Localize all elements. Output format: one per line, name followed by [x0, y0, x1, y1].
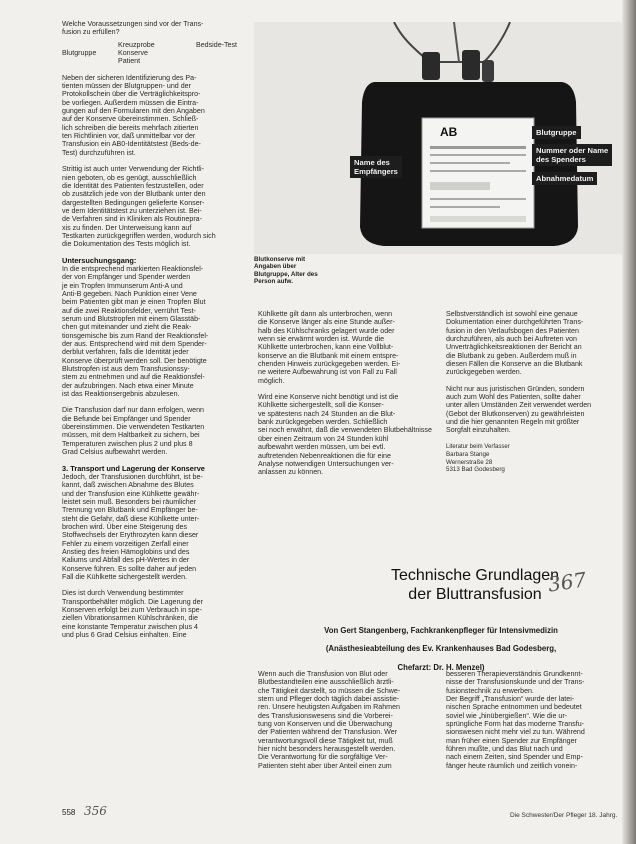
text-line: die Dokumentation des Tests möglich ist. [62, 240, 191, 249]
column-3 [446, 310, 620, 473]
text-line: Dies ist durch Verwendung bestimmter [62, 589, 184, 598]
author-label: Literatur beim Verfasser [446, 443, 510, 450]
text-line: Kühlkette gilt dann als unterbrochen, wenn [258, 310, 393, 318]
text-line: ne weitere Aufbewahrung ist von Fall zu Fall [258, 368, 397, 377]
text-line: stern und Pfleger doch täglich dabei assistie- [258, 695, 400, 704]
paragraph [446, 385, 620, 435]
text-line: Dokumentation einer durchgeführten Trans- [446, 318, 584, 327]
text-line: de Verfahren sind in Kliniken als Routinepra- [62, 215, 202, 224]
text-line: bank zurückgegeben werden. Schließlich [258, 418, 388, 427]
text-line: derblut verfahren, falls die Identität jeder [62, 348, 189, 357]
text-line: eine konstante Temperatur zwischen plus 4 [62, 622, 198, 631]
text-line: Strittig ist auch unter Verwendung der Richtli- [62, 165, 204, 174]
photo-caption: Blutkonserve mit Angaben über Blutgruppe, Alter des Person aufw. [254, 256, 318, 285]
text-line: verantwortungsvoll diese Tätigkeit tut, muß [258, 736, 393, 745]
text-line: Anstieg des freien Hämoglobins und des [62, 547, 190, 556]
section-heading: Untersuchungsgang: [62, 255, 137, 265]
paragraph [446, 310, 620, 377]
text-line: Transfusion ein AB0-Identitätstest (Beds-de- [62, 140, 201, 149]
text-line: Konserve führen. Es sollte daher auf jeden [62, 564, 197, 573]
text-line: unter allen Umständen Zeit verwendet werden [446, 401, 592, 410]
text-line: chen gut miteinander und zieht die Reak- [62, 323, 192, 332]
paragraph [258, 310, 436, 385]
text-line: anlassen zu können. [258, 468, 324, 477]
text-line: zurückgegeben werden. [446, 368, 522, 377]
text-line: fusion zu erfüllen? [62, 28, 120, 37]
text-line: halb des Kühlschranks gelagert wurde oder [258, 326, 395, 335]
text-line: und der Transfusion eine Kühlkette gewähr- [62, 489, 200, 498]
text-line: des Transfusionswesens sind die Vorberei- [258, 711, 393, 720]
text-line: Grad Celsius aufbewahrt werden. [62, 448, 168, 457]
text-line: sprüngliche Form hat das moderne Transfu- [446, 720, 584, 729]
text-line: steht die Gefahr, daß diese Kühlkette unter- [62, 514, 200, 523]
text-line: Transportbehälter möglich. Die Lagerung der [62, 597, 203, 606]
text-line: ren. Unsere heutigsten Aufgaben im Rahmen [258, 703, 400, 712]
table-row-label: Blutgruppe [62, 49, 97, 58]
text-line: Konserven erfolgt bei zum Verbrauch in spe- [62, 606, 202, 614]
text-line: Der Begriff „Transfusion“ wurde der latei- [446, 695, 575, 704]
text-line: auch zum Wohl des Patienten, sollte daher [446, 393, 581, 402]
text-line: Welche Voraussetzungen sind vor der Trans- [62, 20, 204, 28]
text-line: Jedoch, der Transfusionen durchführt, ist be- [62, 472, 203, 481]
text-line: Anti-B gegeben. Nach Punktion einer Vene [62, 289, 197, 298]
table-cell: Patient [118, 57, 141, 66]
blood-table-row [62, 49, 244, 57]
text-line: Nicht nur aus juristischen Gründen, sondern [446, 384, 585, 393]
text-line: nischen Sprache entnommen und bedeutet [446, 703, 582, 712]
text-line: fänger heute räumlich und zeitlich vonein- [446, 761, 578, 770]
text-line: hier nicht besonders herausgestellt werden. [258, 745, 396, 754]
text-line: die Blutbank zu geben. Außerdem muß in [446, 351, 577, 360]
text-line: und die hier genannten Regeln mit größter [446, 418, 580, 427]
text-line: der Patienten während der Transfusion. Wer [258, 728, 398, 737]
text-line: Die Verantwortung für die sorgfältige Ver- [258, 753, 388, 762]
text-line: tienten müssen der Blutgruppen- und der [62, 82, 191, 91]
text-line: die Konserve länger als eine Stunde außer- [258, 318, 395, 327]
text-line: auftretenden Nebenreaktionen die für eine [258, 451, 391, 460]
text-line: (Gebot der Blutkonserven) zu gewährleisten [446, 409, 585, 418]
text-line: müssen, mit dem Haltbarkeit zu sichern, bei [62, 431, 200, 440]
text-line: stem zu entnehmen und auf die Reaktionsfel- [62, 373, 205, 382]
text-line: leistet sein muß. Besonders bei räumlicher [62, 497, 197, 506]
text-line: Wernerstraße 28 [446, 458, 493, 466]
text-line: übereinstimmen. Die verwendeten Testkarten [62, 423, 205, 432]
table-header-cell: Kreuzprobe [118, 40, 155, 49]
author-address [446, 451, 620, 473]
text-line: Fehler zu einem vorzeitigen Zerfall einer [62, 539, 189, 548]
blood-table-header [62, 41, 244, 49]
text-line: (Anästhesieabteilung des Ev. Krankenhauses Bad Godesberg, [325, 644, 557, 654]
text-line: möglich. [258, 376, 285, 385]
table-header-cell: Bedside-Test [196, 40, 238, 49]
text-line: chenden Hinweis zurückgegeben werden. Ei- [258, 360, 401, 369]
text-line: Konserve überprüft werden soll. Der benötigte [62, 356, 207, 365]
paragraph [62, 406, 244, 456]
text-line: lich schreiben die bereits mehrfach zitierten [62, 123, 199, 132]
text-line: ten Richtlinien vor, daß unmittelbar vor der [62, 132, 196, 141]
text-line: sei noch erwähnt, daß die verwendeten Blutbehältnisse [258, 426, 432, 435]
text-line: nach einem Zeiten, sind Spender und Emp- [446, 753, 583, 762]
text-line: Temperaturen zwischen plus 2 und plus 8 [62, 439, 193, 448]
blood-table-row [62, 57, 244, 65]
label-blood-group: Blutgruppe [532, 126, 581, 139]
column-3-bottom [446, 670, 620, 770]
text-line: führen mußte, und das Blut nach und [446, 745, 563, 754]
text-line: dargestellten Bedingungen gelieferte Konser- [62, 198, 205, 207]
text-line: der von Empfänger und Spender werden [62, 273, 191, 282]
text-line: fusionstechnik zu erwerben. [446, 686, 534, 695]
text-line: diesen Fällen die Konserve an die Blutbank [446, 360, 583, 369]
text-line: Analyse notwendigen Untersuchungen ver- [258, 459, 394, 468]
text-line: über einen Zeitraum von 24 Stunden kühl [258, 434, 389, 443]
text-line: Fall die Kühlkette sichergestellt werden. [62, 572, 187, 581]
text-line: nien geboten, ob es genügt, ausschließlich [62, 173, 197, 182]
text-line: Wird eine Konserve nicht benötigt und ist die [258, 393, 399, 402]
text-line: Testkarten zurückgegriffen werden, wodurch sich [62, 231, 216, 240]
paragraph [62, 589, 244, 639]
text-line: In die entsprechend markierten Reaktionsfel- [62, 264, 204, 273]
article-title: Technische Grundlagen der Bluttransfusion [390, 567, 560, 603]
section-heading: 3. Transport und Lagerung der Konserve [62, 463, 205, 473]
page-number: 558 [62, 808, 76, 817]
table-cell: Konserve [118, 49, 148, 58]
bag-brand-label: AB [440, 125, 458, 139]
text-line: fusion in den Verlaufsbogen des Patienten [446, 326, 579, 335]
text-line: tung von Konserven und die Überwachung [258, 720, 393, 729]
paragraph [258, 670, 436, 770]
text-line: auf die zwei Reaktionsfelder, verrührt Test- [62, 306, 196, 315]
text-line: aufbewahrt werden müssen, um bei evtl. [258, 443, 386, 452]
label-donor-number: Nummer oder Name des Spenders [532, 144, 612, 166]
text-line: Wenn auch die Transfusion von Blut oder [258, 670, 388, 678]
text-line: 5313 Bad Godesberg [446, 465, 505, 473]
text-line: be vorliegen. Außerdem müssen die Eintra- [62, 98, 199, 107]
text-line: Chefarzt: Dr. H. Menzel) [397, 662, 485, 672]
text-line: Kaliums und Abfall des pH-Wertes in der [62, 556, 190, 565]
text-line: brochen wird. Über eine Steigerung des [62, 522, 188, 531]
text-line: ve dem Identitätstest zu unterziehen ist. Bei- [62, 206, 202, 215]
text-line: konserve an die Blutbank mit einem entspre- [258, 351, 399, 360]
text-line: ziellen Vibrationsarmen Kühlschränken, die [62, 614, 198, 623]
text-line: Die Transfusion darf nur dann erfolgen, wenn [62, 406, 204, 415]
paragraph [258, 393, 436, 476]
text-line: besseren Therapieverständnis Grundkennt- [446, 670, 583, 678]
text-line: der aus. Entsprechend wird mit dem Spender- [62, 340, 207, 349]
running-footer: Die Schwester/Der Pfleger 18. Jahrg. [510, 812, 618, 819]
text-line: soviel wie „hinübergießen“. Wie die ur- [446, 711, 568, 720]
text-line: ob zusätzlich jede von der Blutbank unter den [62, 190, 206, 199]
paragraph [62, 165, 244, 248]
text-line: Von Gert Stangenberg, Fachkrankenpfleger für Intensivmedizin [324, 625, 558, 635]
text-line: wenn sie erwärmt worden ist. Wurde die [258, 335, 385, 344]
text-line: serum und Blutstropfen mit einem Glasstäb- [62, 315, 201, 323]
text-line: xis zu finden. Der Unterweisung kann auf [62, 223, 192, 232]
paragraph [62, 473, 244, 581]
column-2 [258, 310, 436, 477]
text-line: gungen auf den Formularen mit den Angaben [62, 107, 205, 116]
text-line: die Identität des Patienten festzustellen, oder [62, 181, 204, 190]
paragraph [446, 670, 620, 770]
paragraph [62, 74, 244, 157]
text-line: Kühlkette unterbrochen, kann eine Vollblut- [258, 343, 394, 352]
text-line: Patienten steht aber über Anteil einen zum [258, 761, 392, 770]
text-line: Neben der sicheren Identifizierung des Pa- [62, 73, 197, 82]
text-line: Unverträglichkeitsreaktionen der Bericht an [446, 343, 582, 352]
text-line: ist das Reaktionsergebnis abzulesen. [62, 390, 180, 399]
text-line: Blutbestandteilen eine ausschließlich ärztli- [258, 678, 394, 687]
blood-bag-photo [254, 22, 628, 254]
text-line: durchzuführen, als auch bei Auftreten von [446, 335, 577, 344]
text-line: Protokollschein über die Verträglichkeitspro- [62, 90, 201, 99]
text-line: Trennung von Blutbank und Empfänger be- [62, 506, 198, 515]
handwritten-page-number: 356 [84, 804, 107, 818]
text-line: Kühlkette sichergestellt, soll die Konser- [258, 401, 384, 410]
text-line: sionswesen nicht mehr viel zu tun. Während [446, 728, 585, 737]
text-line: Stoffwechsels der Erythrozyten kann dieser [62, 531, 199, 540]
label-collection-date: Abnahmedatum [532, 172, 597, 185]
text-line: und plus 6 Grad Celsius einhalten. Eine [62, 631, 187, 640]
text-line: auf der Konserve übereinstimmen. Schließ- [62, 115, 199, 124]
text-line: Blutstropfen ist aus dem Transfusionssy- [62, 365, 190, 374]
text-line: die Befunde bei Empfänger und Spender [62, 414, 191, 423]
text-line: tionsgemische bis zum Rand der Reaktionsfel- [62, 331, 209, 340]
text-line: kannt, daß zwischen Abnahme des Blutes [62, 481, 194, 490]
text-line: Barbara Stange [446, 451, 490, 459]
text-line: je ein Tropfen Immunserum Anti-A und [62, 281, 183, 290]
text-line: Test) durchzuführen ist. [62, 148, 136, 157]
text-line: Selbstverständlich ist sowohl eine genaue [446, 310, 578, 318]
label-recipient-name: Name des Empfängers [350, 156, 402, 178]
text-line: man früher einen Spender zur Empfänger [446, 736, 577, 745]
handwritten-margin-note: 367 [546, 567, 588, 597]
text-line: ve spätestens nach 24 Stunden an die Blut- [258, 409, 396, 418]
text-line: Sorgfalt einzuhalten. [446, 426, 511, 435]
text-line: beim Patienten gibt man je einen Tropfen Blut [62, 298, 206, 307]
column-2-bottom [258, 670, 436, 770]
text-line: der aufzubringen. Nach etwa einer Minute [62, 381, 194, 390]
page-fold-shadow [622, 0, 636, 844]
paragraph [62, 265, 244, 399]
column-1 [62, 20, 244, 639]
text-line: che Tätigkeit darstellt, so müssen die Schwe- [258, 686, 401, 695]
text-line: nisse der Transfusionskunde und der Trans- [446, 678, 585, 687]
